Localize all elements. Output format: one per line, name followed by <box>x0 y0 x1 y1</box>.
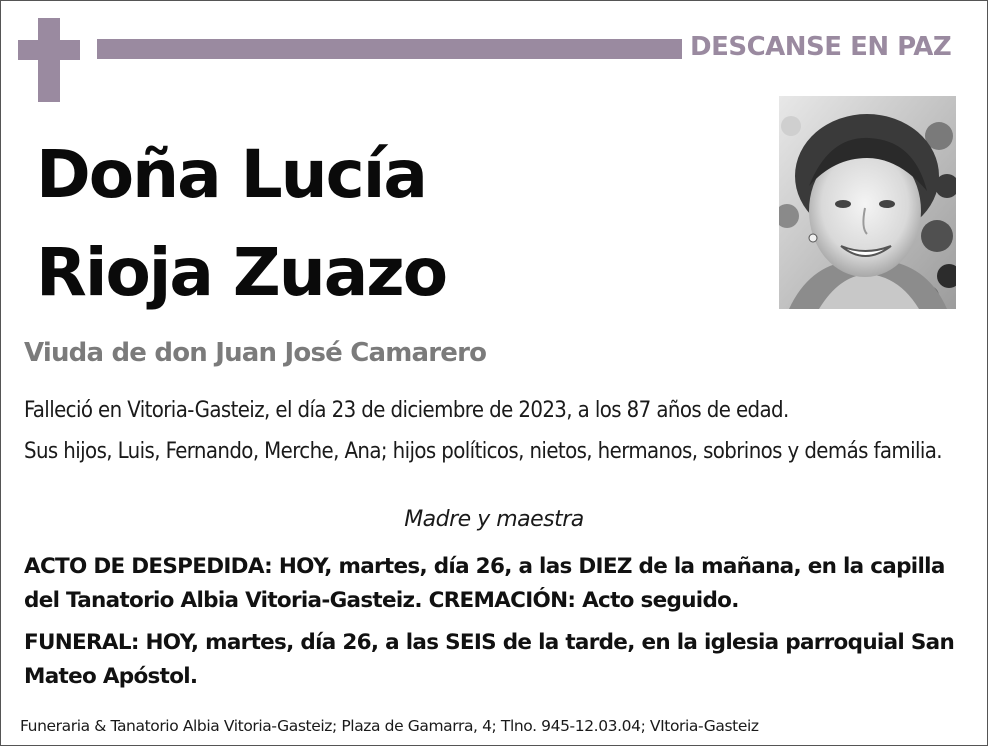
deceased-name-line-2: Rioja Zuazo <box>36 234 447 311</box>
death-notice-text: Falleció en Vitoria-Gasteiz, el día 23 de diciembre de 2023, a los 87 años de edad. <box>24 398 789 423</box>
motto-text: Madre y maestra <box>404 507 584 532</box>
funeral-home-footer: Funeraria & Tanatorio Albia Vitoria-Gasteiz; Plaza de Gamarra, 4; Tlno. 945-12.03.04; VItoria-Gasteiz <box>20 717 759 735</box>
funeral-text: FUNERAL: HOY, martes, día 26, a las SEIS de la tarde, en la iglesia parroquial San Mateo Apóstol. <box>24 630 955 689</box>
header-label: DESCANSE EN PAZ <box>690 32 952 62</box>
deceased-name-line-1: Doña Lucía <box>36 136 426 213</box>
family-text: Sus hijos, Luis, Fernando, Merche, Ana; hijos políticos, nietos, hermanos, sobrinos y demás familia. <box>24 439 942 464</box>
header-bar <box>97 39 682 59</box>
widow-subtitle: Viuda de don Juan José Camarero <box>24 338 487 368</box>
farewell-ceremony-text: ACTO DE DESPEDIDA: HOY, martes, día 26, a las DIEZ de la mañana, en la capilla del Tanatorio Albia Vitoria-Gasteiz. CREMACIÓN: Acto seguido. <box>24 554 945 613</box>
portrait-photo <box>779 96 956 309</box>
